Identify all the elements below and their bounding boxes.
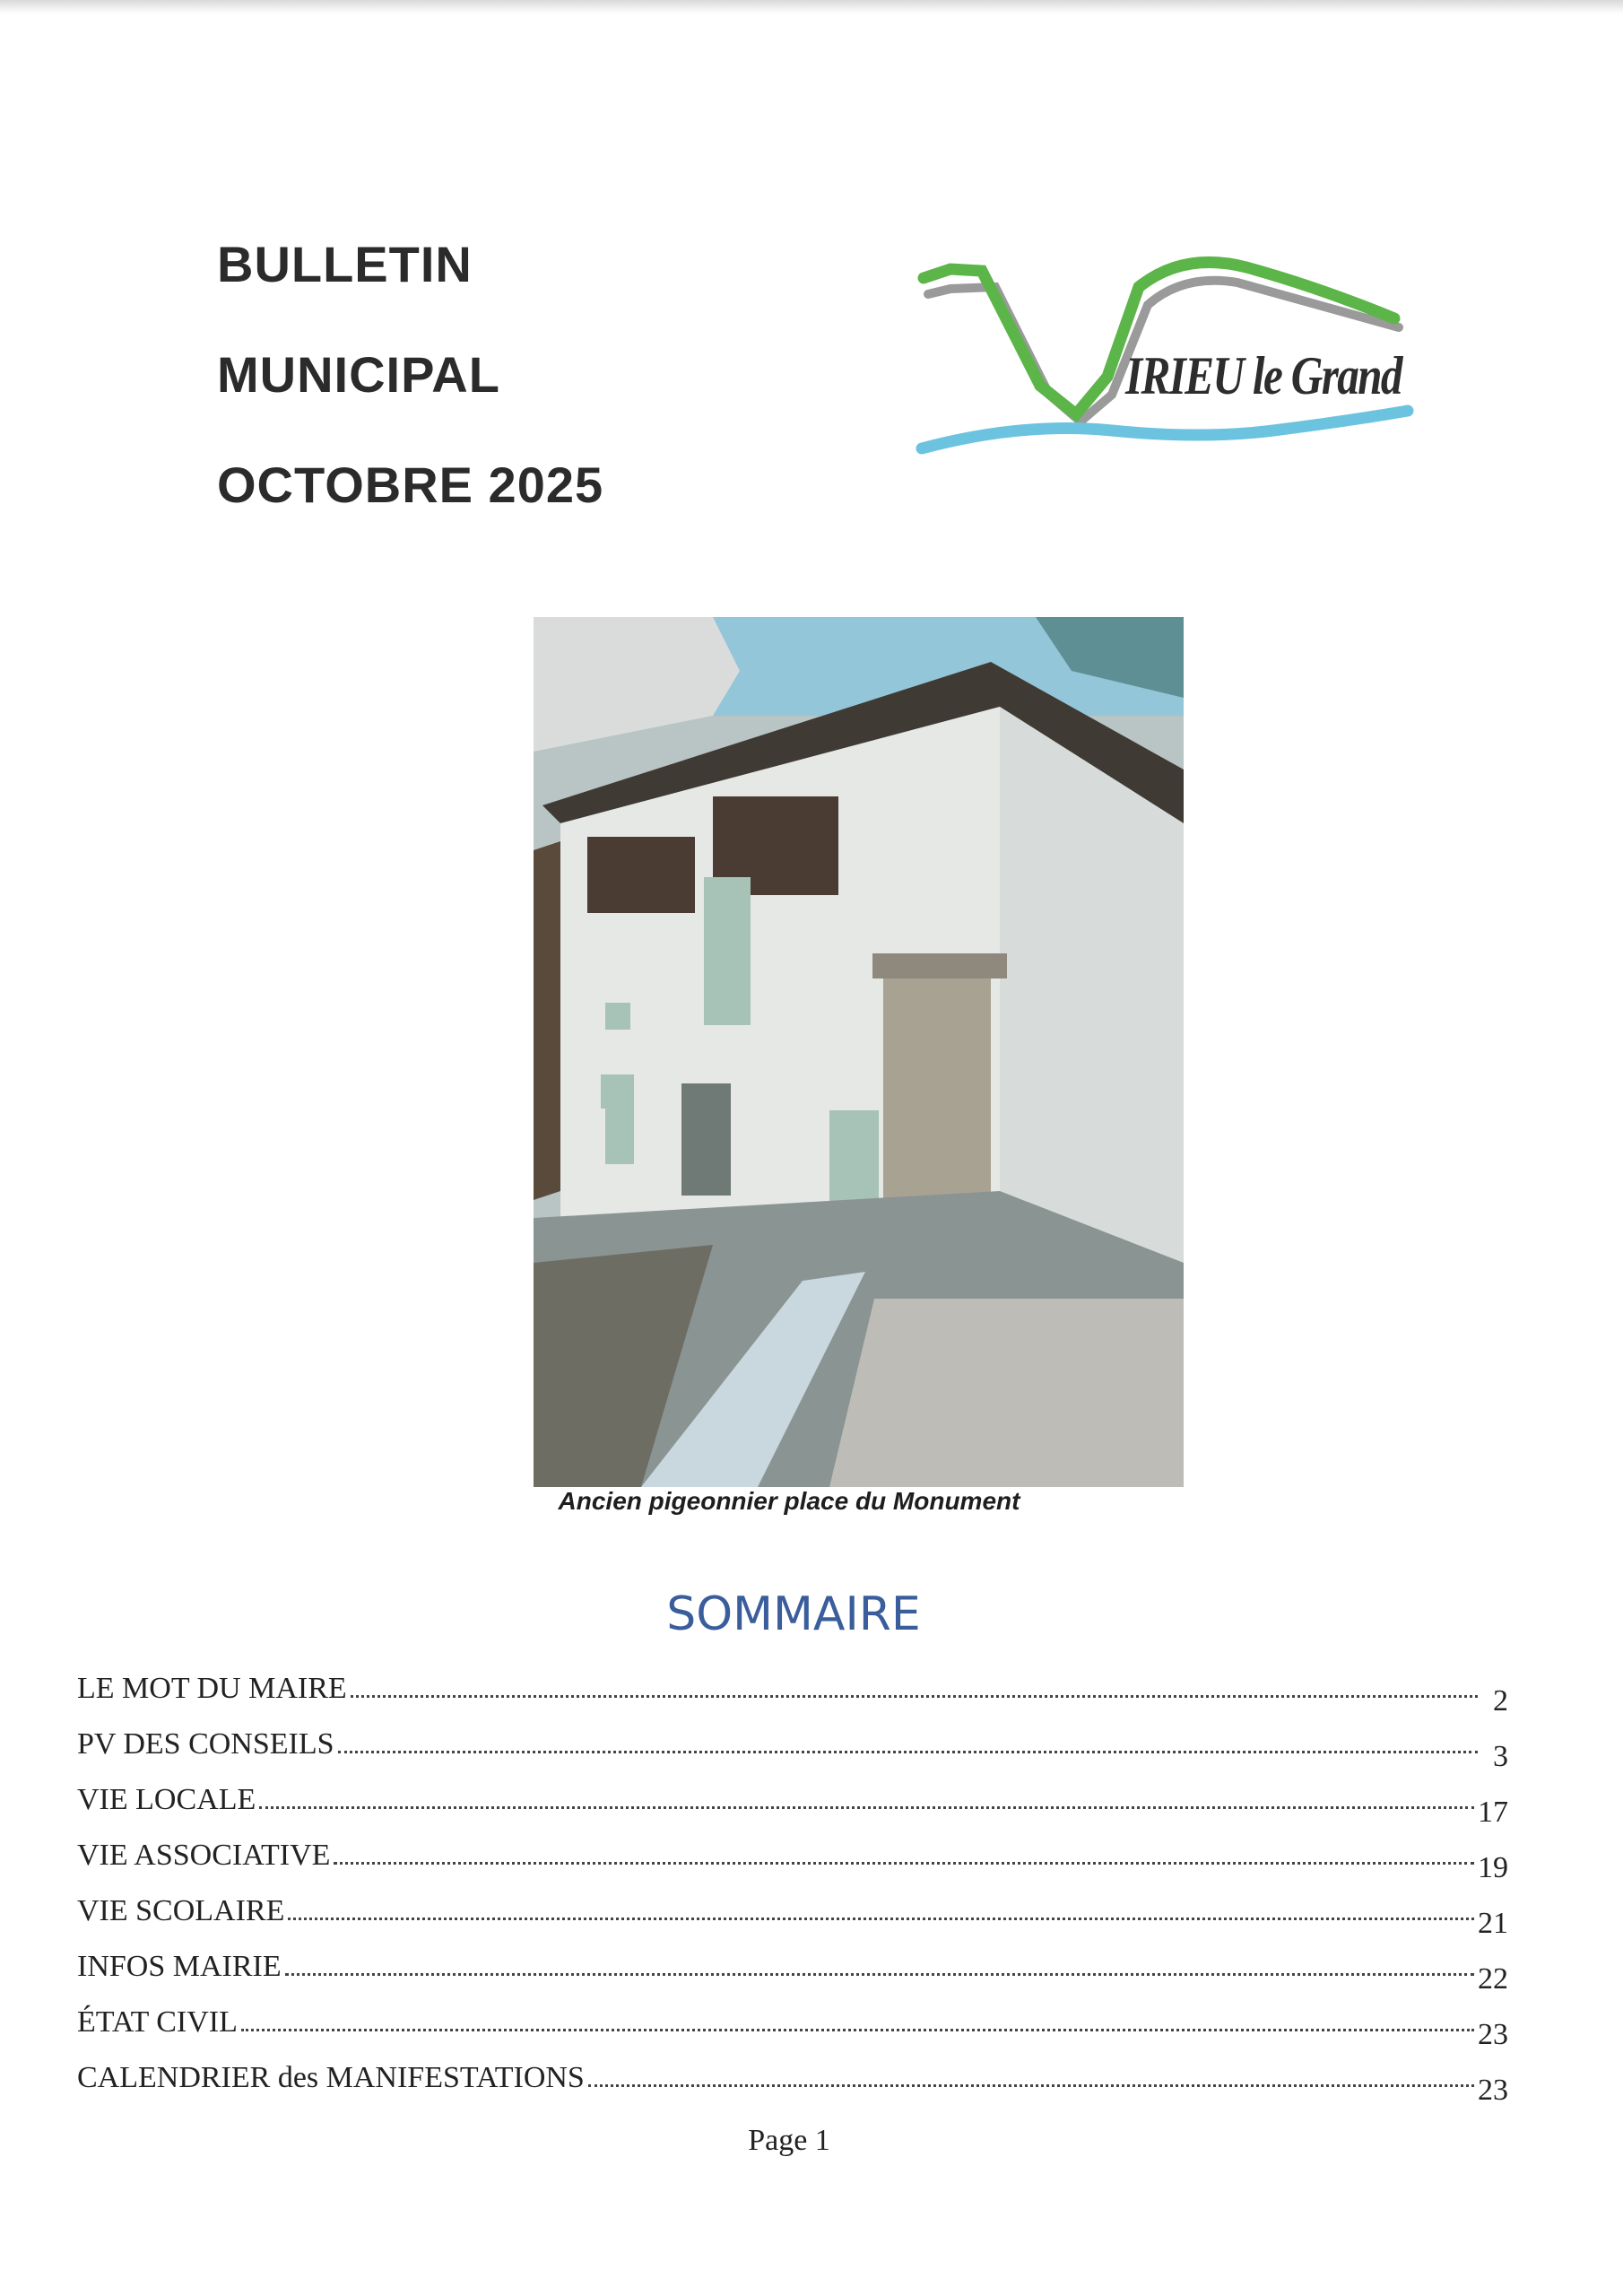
table-of-contents bbox=[77, 1650, 1508, 2107]
pigeonnier-photo bbox=[534, 617, 1184, 1487]
toc-item-label: CALENDRIER des MANIFESTATIONS bbox=[77, 2061, 585, 2094]
toc-item-page: 17 bbox=[1478, 1796, 1508, 1829]
toc-item-label: VIE LOCALE bbox=[77, 1783, 256, 1816]
toc-leader-dots bbox=[241, 2029, 1474, 2031]
toc-item-label: LE MOT DU MAIRE bbox=[77, 1672, 347, 1705]
toc-item-page: 23 bbox=[1478, 2018, 1508, 2051]
logo-text: IRIEU le Grand bbox=[1125, 346, 1402, 405]
toc-item-label: VIE ASSOCIATIVE bbox=[77, 1839, 331, 1872]
toc-item-page: 22 bbox=[1478, 1962, 1508, 1996]
toc-leader-dots bbox=[334, 1862, 1474, 1865]
scan-edge bbox=[0, 0, 1623, 14]
toc-item bbox=[77, 1761, 1508, 1829]
toc-item-page: 19 bbox=[1478, 1851, 1508, 1884]
photo-caption: Ancien pigeonnier place du Monument bbox=[558, 1487, 1020, 1515]
toc-item bbox=[77, 1984, 1508, 2051]
toc-item-page: 23 bbox=[1478, 2074, 1508, 2107]
page-number: Page 1 bbox=[748, 2124, 830, 2157]
toc-leader-dots bbox=[588, 2084, 1474, 2087]
logo-blue-wave bbox=[922, 411, 1408, 448]
toc-item bbox=[77, 1817, 1508, 1884]
bulletin-title-line-2: MUNICIPAL bbox=[217, 346, 500, 403]
toc-item bbox=[77, 1706, 1508, 1773]
toc-item bbox=[77, 1928, 1508, 1996]
toc-item-label: INFOS MAIRIE bbox=[77, 1950, 282, 1983]
toc-item-page: 21 bbox=[1478, 1907, 1508, 1940]
toc-leader-dots bbox=[259, 1806, 1474, 1809]
toc-item-label: VIE SCOLAIRE bbox=[77, 1894, 285, 1927]
toc-leader-dots bbox=[285, 1973, 1474, 1976]
bulletin-title-line-1: BULLETIN bbox=[217, 236, 473, 292]
toc-item-label: ÉTAT CIVIL bbox=[77, 2005, 238, 2039]
toc-item-label: PV DES CONSEILS bbox=[77, 1727, 334, 1761]
toc-item-page: 3 bbox=[1493, 1740, 1508, 1773]
toc-item-page: 2 bbox=[1493, 1684, 1508, 1718]
toc-item bbox=[77, 1650, 1508, 1718]
toc-leader-dots bbox=[288, 1918, 1474, 1920]
toc-leader-dots bbox=[338, 1751, 1478, 1753]
toc-item bbox=[77, 2039, 1508, 2107]
toc-leader-dots bbox=[351, 1695, 1478, 1698]
toc-item bbox=[77, 1873, 1508, 1940]
bulletin-title-line-3: OCTOBRE 2025 bbox=[217, 457, 604, 513]
sommaire-title: SOMMAIRE bbox=[666, 1587, 921, 1641]
